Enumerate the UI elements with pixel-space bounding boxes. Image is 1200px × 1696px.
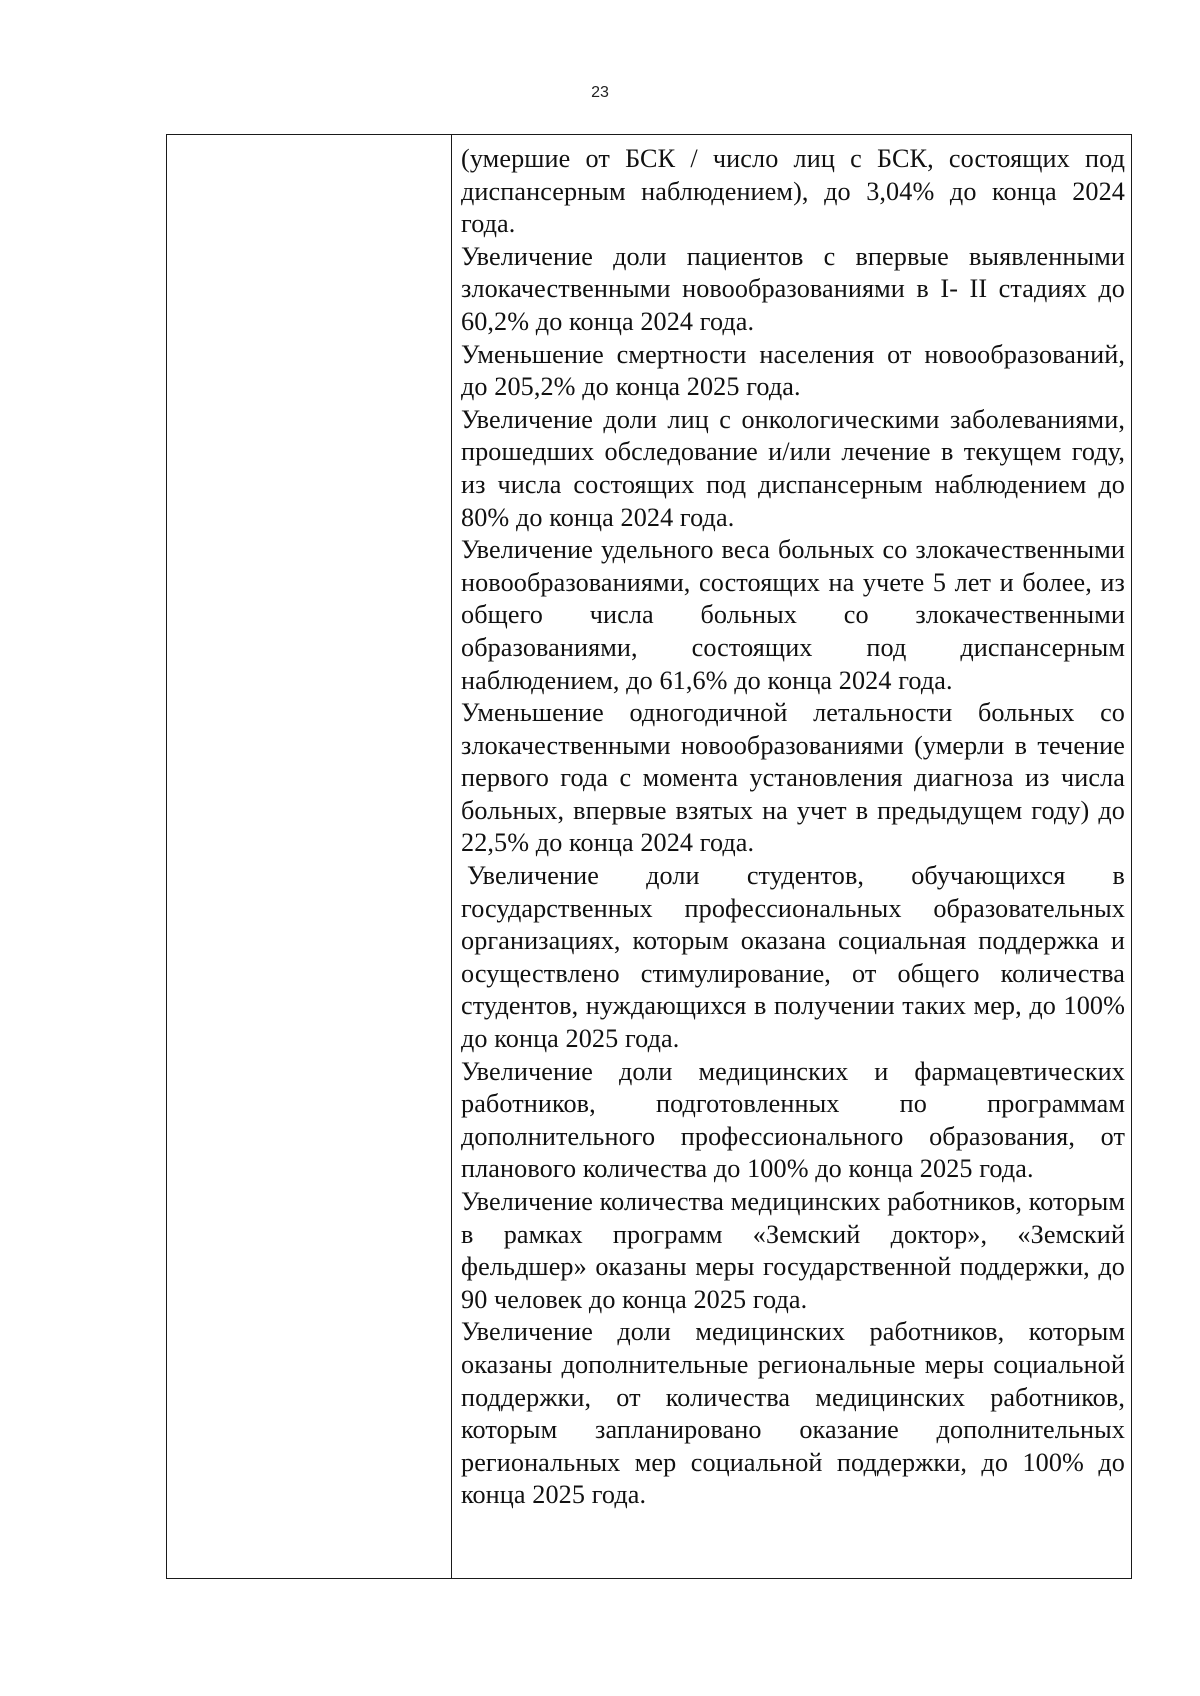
- paragraph-five-year-registry: Увеличение удельного веса больных со злокачественными новообразованиями, состоящих на учете 5 лет и более, из общего числа больных со злокачественными образованиями, состоящих под диспансерным наблюдением, до 61,6% до конца 2024 года.: [461, 535, 1125, 695]
- paragraph-zemsky-programs: Увеличение количества медицинских работников, которым в рамках программ «Земский доктор», «Земский фельдшер» оказаны меры государственной поддержки, до 90 человек до конца 2025 года.: [461, 1187, 1125, 1314]
- document-table: [166, 134, 1132, 1579]
- paragraph-one-year-lethality: Уменьшение одногодичной летальности больных со злокачественными новообразованиями (умерли в течение первого года с момента установления диагноза из числа больных, впервые взятых на учет в предыдущем году) до 22,5% до конца 2024 года.: [461, 698, 1125, 858]
- paragraph-neoplasm-mortality: Уменьшение смертности населения от новообразований, до 205,2% до конца 2025 года.: [461, 339, 1125, 402]
- paragraph-student-support: Увеличение доли студентов, обучающихся в государственных профессиональных образовательных организациях, которым оказана социальная поддержка и осуществлено стимулирование, от общего количества студентов, нуждающихся в получении таких мер, до 100% до конца 2025 года.: [461, 861, 1125, 1054]
- table-left-cell: [167, 135, 452, 1578]
- paragraph-regional-social-support: Увеличение доли медицинских работников, которым оказаны дополнительные региональные меры социальной поддержки, от количества медицинских работников, которым запланировано оказание дополнительных региональных мер социальной поддержки, до 100% до конца 2025 года.: [461, 1317, 1125, 1510]
- paragraph-early-stage-detection: Увеличение доли пациентов с впервые выявленными злокачественными новообразованиями в I- II стадиях до 60,2% до конца 2024 года.: [461, 241, 1125, 336]
- table-right-cell: [452, 135, 1131, 1578]
- paragraph-oncology-examination: Увеличение доли лиц с онкологическими заболеваниями, прошедших обследование и/или лечение в текущем году, из числа состоящих под диспансерным наблюдением до 80% до конца 2024 года.: [461, 404, 1125, 532]
- paragraph-bsk-mortality: (умершие от БСК / число лиц с БСК, состоящих под диспансерным наблюдением), до 3,04% до конца 2024 года.: [461, 144, 1125, 239]
- paragraph-professional-training: Увеличение доли медицинских и фармацевтических работников, подготовленных по программам дополнительного профессионального образования, от планового количества до 100% до конца 2025 года.: [461, 1056, 1125, 1184]
- page-number: 23: [591, 84, 609, 101]
